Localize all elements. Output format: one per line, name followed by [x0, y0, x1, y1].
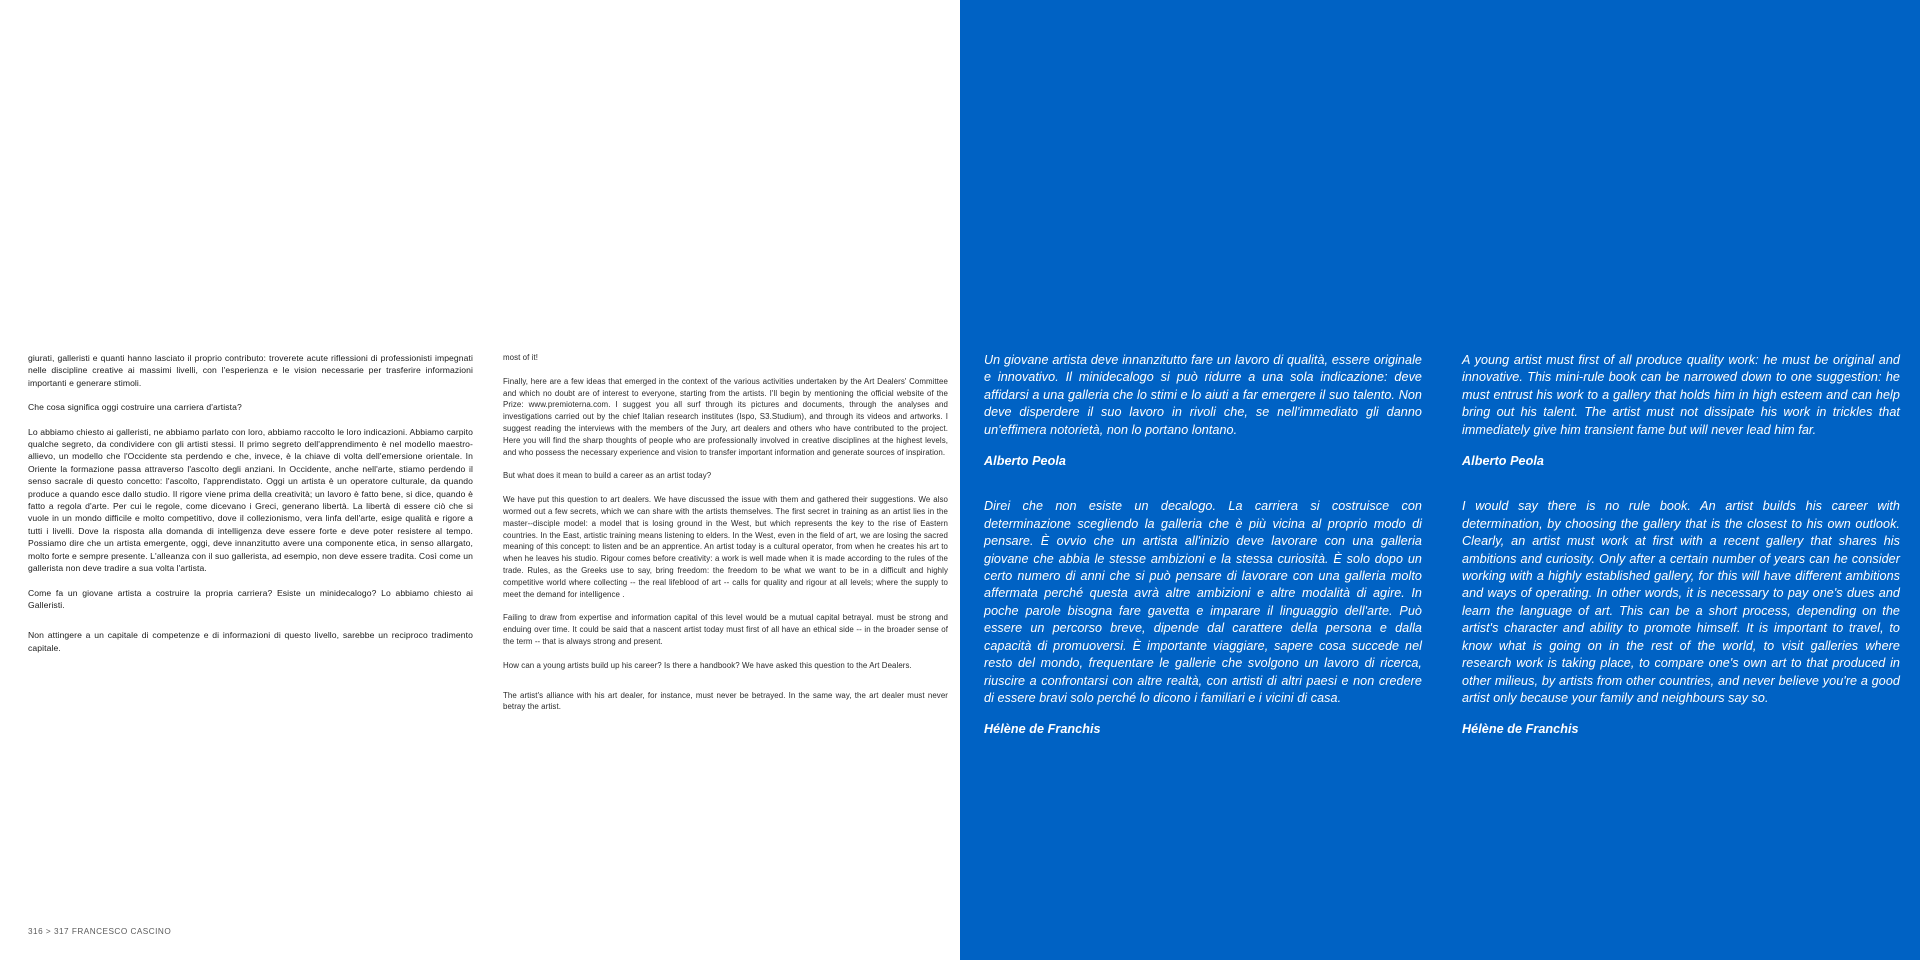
paragraph: The artist's alliance with his art dealer, for instance, must never be betrayed. In the same way, the art dealer must never betray the artist. [503, 690, 948, 712]
paragraph: Non attingere a un capitale di competenze e di informazioni di questo livello, sarebbe un reciproco tradimento capitale. [28, 630, 473, 653]
paragraph: Finally, here are a few ideas that emerged in the context of the various activities undertaken by the Art Dealers' Committee and which no doubt are of interest to everyone, starting from the artists. I'll begin by mentioning the official website of the Prize: www.premioterna.com. I suggest you all surf through its pictures and documents, through the analyses and investigations carried out by the chief Italian research institutes (Ispo, S3.Studium), and through its videos and artworks. I suggest reading the interviews with the members of the Jury, art dealers and others who have contributed to the project. Here you will find the sharp thoughts of people who are professionally involved in creative disciplines at the highest levels, and who possess the necessary experience and vision to transfer important information and generate sources of inspiration. [503, 376, 948, 457]
quote-text: Direi che non esiste un decalogo. La carriera si costruisce con determinazione scegliendo la galleria che è più vicina al proprio modo di pensare. È ovvio che un artista all'inizio deve lavorare con una galleria giovane che abbia le stesse ambizioni e la stessa curiosità. È solo dopo un certo numero di anni che si può pensare di lavorare con una galleria molto affermata perché questa avrà altre ambizioni e altre modalità di agire. In poche parole bisogna fare gavetta e imparare il linguaggio dell'arte. Può essere un percorso breve, dipende dal carattere della persona e dalla capacità di promuoversi. È importante viaggiare, sapere cosa succede nel resto del mondo, frequentare le gallerie che svolgono un lavoro di ricerca, riuscire a confrontarsi con altre realtà, con artisti di altri paesi e non credere di essere bravi solo perché lo dicono i familiari e i vicini di casa. [984, 499, 1422, 705]
quote-text: A young artist must first of all produce quality work: he must be original and innovative. This mini-rule book can be narrowed down to one suggestion: he must entrust his work to a gallery that holds him in high esteem and can help bring out his talent. The artist must not dissipate his work in trickles that immediately give him transient fame but will never lead him far. [1462, 353, 1900, 437]
paragraph: most of it! [503, 353, 539, 362]
paragraph: We have put this question to art dealers. We have discussed the issue with them and gathered their suggestions. We also wormed out a few secrets, which we can share with the artists themselves. The first secret in training as an artist lies in the master--disciple model: a model that is losing ground in the West, but which represents the key to the rise of Eastern countries. In the East, artistic training means listening to elders. In the West, even in the field of art, we are losing the sacred meaning of this concept: to listen and be an apprentice. An artist today is a cultural operator, from when he creates his art to when he leaves his studio. Rigour comes before creativity: a work is well made when it is made according to the rules of the trade. Rules, as the Greeks use to say, bring freedom: the freedom to be what we want to be in a difficult and highly competitive world where collecting -- the real lifeblood of art -- calls for quality and rigour at all levels; where the supply to meet the demand for intelligence . [503, 495, 948, 599]
quote-attribution: Hélène de Franchis [1462, 722, 1579, 737]
paragraph-question: Che cosa significa oggi costruire una carriera d'artista? [28, 402, 242, 413]
right-page [960, 0, 1920, 960]
paragraph: Failing to draw from expertise and information capital of this level would be a mutual capital betrayal. must be strong and enduing over time. It could be said that a nascent artist today must first of all have an ethical side -- in the broader sense of the term -- that is always strong and present. [503, 613, 948, 646]
quote-attribution: Alberto Peola [1462, 454, 1544, 469]
left-column-english [503, 352, 948, 725]
left-column-italian [28, 352, 473, 725]
paragraph: Come fa un giovane artista a costruire la propria carriera? Esiste un minidecalogo? Lo abbiamo chiesto ai Galleristi. [28, 587, 473, 610]
page-folio: 316 > 317 FRANCESCO CASCINO [28, 927, 172, 936]
quote-attribution: Alberto Peola [984, 454, 1066, 469]
right-page-columns [984, 352, 1900, 763]
paragraph: Lo abbiamo chiesto ai galleristi, ne abbiamo parlato con loro, abbiamo raccolto le loro indicazioni. Abbiamo carpito qualche segreto, da condividere con gli artisti stessi. Il primo segreto dell'apprendimento è nel modello maestro-allievo, un modello che l'Occidente sta perdendo e che, invece, è la chiave di volta dell'emersione orientale. In Oriente la formazione passa attraverso l'ascolto degli anziani. In Occidente, anche nell'arte, stiamo perdendo il senso sacrale di questo concetto: l'ascolto, l'apprendistato. Oggi un artista è un operatore culturale, da quando produce a quando esce dallo studio. Il rigore viene prima della creatività; un lavoro è fatto bene, si dice, quando è fatto a regola d'arte. Per cui le regole, come dicevano i Greci, generano libertà. La libertà di essere ciò che si vuole in un mondo difficile e molto competitivo, dove il collezionismo, vera linfa dell'arte, esige qualità e rigore a tutti i livelli. Dove la risposta alla domanda di intelligenza deve essere forte e deve poter resistere al tempo. Possiamo dire che un artista emergente, oggi, deve innanzitutto avere una componente etica, in senso allargato, molto forte e sempre presente. L'alleanza con il suo gallerista, ad esempio, non deve essere tradita. Così come un gallerista non deve tradire a sua volta l'artista. [28, 426, 473, 574]
left-page-columns [28, 352, 948, 725]
quote-text: I would say there is no rule book. An artist builds his career with determination, by choosing the gallery that is the closest to his own outlook. Clearly, an artist must work at first with a recent gallery that shares his ambitions and curiosity. Only after a certain number of years can he consider working with a highly established gallery, for this will have different ambitions and ways of operating. In other words, it is necessary to pay one's dues and learn the language of art. This can be a short process, depending on the artist's character and ability to promote himself. It is important to travel, to know what is going on in the rest of the world, to visit galleries where research work is taking place, to compare one's own art to that produced in other milieus, by artists from other countries, and never believe you're a good artist only because your family and neighbours say so. [1462, 499, 1900, 705]
right-column-italian [984, 352, 1422, 763]
right-column-english [1462, 352, 1900, 763]
paragraph-question: But what does it mean to build a career as an artist today? [503, 471, 712, 481]
quote-attribution: Hélène de Franchis [984, 722, 1101, 737]
paragraph: giurati, galleristi e quanti hanno lasciato il proprio contributo: troverete acute riflessioni di professionisti impegnati nelle discipline creative ai massimi livelli, con l'esperienza e le vision necessarie per trasferire informazioni importanti e generare stimoli. [28, 353, 473, 388]
paragraph: How can a young artists build up his career? Is there a handbook? We have asked this question to the Art Dealers. [503, 660, 912, 670]
quote-text: Un giovane artista deve innanzitutto fare un lavoro di qualità, essere originale e innovativo. Il minidecalogo si può ridurre a una sola indicazione: deve affidarsi a una galleria che lo stimi e lo aiuti a far emergere il suo talento. Non deve disperdere il suo lavoro in rivoli che, se nell'immediato gli danno un'effimera notorietà, non lo portano lontano. [984, 353, 1422, 437]
